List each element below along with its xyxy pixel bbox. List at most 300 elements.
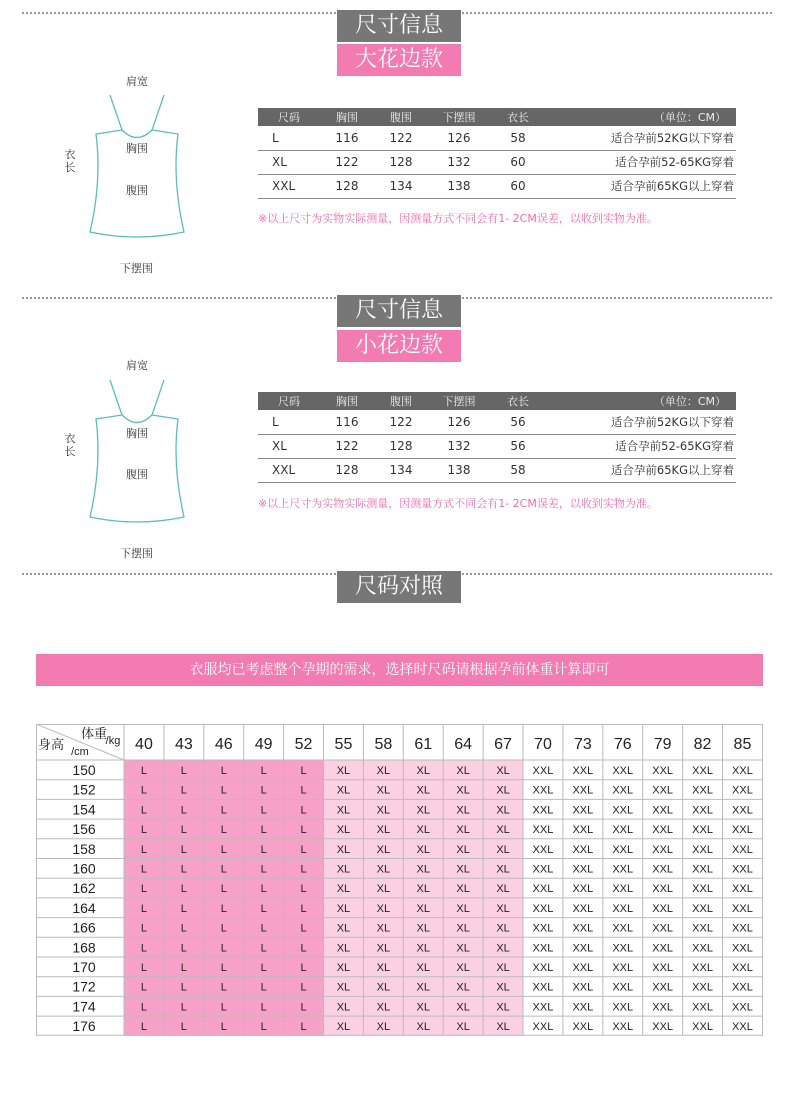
size-cell-label: L (260, 922, 267, 935)
size-cell-label: XXL (572, 804, 594, 817)
size-cell-label: L (140, 824, 148, 837)
size-cell-label: XL (376, 784, 391, 797)
weight-header: 85 (733, 736, 752, 753)
size-cell-label: XXL (572, 942, 594, 955)
section3-title: 尺码对照 (337, 571, 461, 603)
measurement-cell: 132 (428, 434, 490, 458)
measurement-cell: 122 (320, 434, 374, 458)
size-cell-label: XL (496, 922, 510, 935)
size-cell-label: L (140, 922, 148, 935)
header-cell: （单位：CM） (546, 392, 736, 410)
weight-header: 73 (573, 736, 592, 753)
height-header: 156 (72, 821, 96, 838)
size-cell-label: L (220, 981, 227, 994)
size-cell-label: XXL (692, 942, 713, 955)
fit-description-cell: 适合孕前52KG以下穿着 (546, 410, 736, 434)
size-cell-label: XXL (532, 981, 554, 994)
size-cell-label: XXL (652, 883, 674, 896)
size-cell-label: L (180, 942, 187, 955)
size-cell-label: L (180, 883, 187, 896)
size-cell-label: XL (376, 902, 391, 915)
size-cell-label: L (260, 824, 267, 837)
size-cell-label: XXL (572, 824, 594, 837)
height-header: 168 (72, 939, 96, 956)
fit-description-cell: 适合孕前52KG以下穿着 (546, 126, 736, 150)
size-cell-label: XL (416, 824, 430, 837)
size-cell-label: XL (456, 863, 470, 876)
size-cell-label: L (220, 902, 227, 915)
size-cell-label: XL (416, 981, 430, 994)
size-cell-label: L (180, 863, 187, 876)
size-cell-label: XXL (732, 843, 753, 856)
size-cell-label: L (260, 765, 267, 777)
size-cell-label: XL (456, 824, 470, 837)
size-table-row (258, 150, 736, 174)
note-text: ※以上尺寸为实物实际测量，因测量方式不同会有1- 2CM误差，以收到实物为准。 (258, 212, 658, 225)
size-cell-label: XXL (692, 1001, 713, 1014)
section1-subtitle: 大花边款 (337, 44, 461, 76)
size-cell-label: L (140, 902, 148, 915)
header-cell: 下摆围 (428, 392, 490, 410)
size-cell-label: XL (496, 1021, 510, 1034)
size-cell-label: XL (456, 922, 470, 935)
size-cell-label: XXL (692, 863, 713, 876)
section2-subtitle: 小花边款 (337, 330, 461, 362)
size-cell-label: XL (376, 843, 391, 856)
size-cell-label: XXL (652, 804, 674, 817)
size-cell-label: XL (496, 981, 510, 994)
size-cell-label: XXL (732, 863, 753, 876)
size-cell-label: XL (336, 883, 351, 896)
size-cell-label: XXL (532, 1001, 554, 1014)
size-cell-label: L (260, 1001, 267, 1014)
size-cell-label: XL (376, 942, 391, 955)
size-cell-label: XXL (732, 922, 753, 935)
size-cell-label: XL (336, 843, 351, 856)
dress-diagram-1 (82, 90, 192, 240)
height-header: 152 (72, 781, 96, 798)
size-cell-label: XXL (652, 784, 674, 797)
size-cell-label: XXL (732, 1021, 753, 1034)
header-cell: 下摆围 (428, 108, 490, 126)
size-cell-label: L (260, 843, 267, 856)
size-cell-label: XL (336, 784, 351, 797)
shoulder-label: 肩宽 (126, 359, 148, 372)
size-table-row (258, 174, 736, 198)
size-cell-label: XL (376, 981, 391, 994)
corner-weight-unit: /kg (105, 735, 121, 747)
size-cell-label: L (260, 942, 267, 955)
size-cell-label: L (300, 962, 307, 974)
size-table-row (258, 126, 736, 150)
height-header: 170 (72, 959, 96, 975)
size-cell-label: XXL (572, 883, 594, 896)
size-cell-label: XXL (732, 824, 753, 837)
fit-description-cell: 适合孕前52-65KG穿着 (546, 150, 736, 174)
size-cell-label: XL (416, 883, 430, 896)
chest-label: 胸围 (126, 427, 148, 440)
size-cell-label: XXL (572, 922, 594, 935)
size-cell-label: XL (496, 824, 510, 837)
size-cell-label: XXL (532, 962, 554, 974)
size-cell: L (258, 410, 320, 434)
size-cell-label: L (140, 804, 148, 817)
size-cell-label: XXL (652, 843, 674, 856)
size-cell-label: XL (496, 1001, 510, 1014)
size-cell-label: XL (376, 883, 391, 896)
size-cell-label: L (260, 1021, 267, 1034)
size-cell-label: L (140, 863, 148, 876)
size-cell-label: L (220, 1001, 227, 1014)
section1-title: 尺寸信息 (337, 10, 461, 42)
size-cell-label: L (180, 765, 187, 777)
size-cell-label: XL (496, 863, 510, 876)
size-table-row (258, 434, 736, 458)
header-cell: 胸围 (320, 392, 374, 410)
size-cell-label: XL (456, 883, 470, 896)
size-cell-label: L (140, 942, 148, 955)
size-cell-label: XL (376, 1001, 391, 1014)
size-cell-label: XXL (692, 765, 713, 777)
size-cell-label: XXL (692, 804, 713, 817)
height-header: 166 (72, 919, 96, 936)
corner-height-unit: /cm (71, 746, 89, 758)
measurement-cell: 60 (490, 174, 546, 198)
measurement-cell: 128 (320, 458, 374, 482)
size-cell-label: XXL (652, 962, 674, 974)
size-cell-label: L (300, 784, 307, 797)
size-cell-label: XXL (572, 962, 594, 974)
size-cell-label: L (260, 902, 267, 915)
measurement-cell: 128 (374, 434, 428, 458)
size-cell-label: XL (456, 804, 470, 817)
size-cell-label: XXL (652, 922, 674, 935)
size-cell-label: XXL (732, 765, 753, 777)
size-cell-label: XL (496, 942, 510, 955)
size-cell-label: XXL (612, 765, 634, 777)
size-cell-label: XL (496, 784, 510, 797)
measurement-cell: 58 (490, 126, 546, 150)
size-cell-label: XXL (652, 902, 674, 915)
size-cell-label: XXL (612, 883, 634, 896)
size-cell-label: XL (376, 962, 391, 974)
size-cell-label: L (140, 784, 148, 797)
size-cell-label: XL (456, 784, 470, 797)
size-cell-label: XXL (692, 784, 713, 797)
size-cell-label: XXL (732, 784, 753, 797)
size-cell-label: XL (336, 765, 351, 777)
measurement-cell: 126 (428, 410, 490, 434)
measurement-cell: 128 (374, 150, 428, 174)
size-cell-label: XL (376, 1021, 391, 1034)
size-cell-label: L (220, 863, 227, 876)
size-table-1 (258, 108, 736, 199)
size-cell-label: XXL (612, 843, 634, 856)
size-cell-label: XXL (572, 981, 594, 994)
size-cell-label: L (220, 765, 227, 777)
size-cell-label: XXL (572, 1001, 594, 1014)
size-cell-label: L (260, 962, 267, 974)
size-cell-label: XXL (612, 922, 634, 935)
waist-label: 腹围 (126, 184, 148, 197)
size-cell-label: XL (416, 942, 430, 955)
size-cell-label: XXL (612, 942, 634, 955)
size-cell-label: L (300, 922, 307, 935)
size-cell-label: L (140, 765, 148, 777)
size-cell-label: L (300, 883, 307, 896)
section2-title: 尺寸信息 (337, 295, 461, 327)
size-cell-label: L (220, 1021, 227, 1034)
size-cell-label: L (300, 765, 307, 777)
measurement-cell: 128 (320, 174, 374, 198)
size-cell-label: XXL (612, 863, 634, 876)
measurement-cell: 116 (320, 410, 374, 434)
size-cell-label: L (220, 962, 227, 974)
size-cell-label: XXL (652, 1021, 674, 1034)
header-cell: 衣长 (490, 392, 546, 410)
size-cell-label: XL (336, 962, 351, 974)
size-cell-label: XL (416, 962, 430, 974)
weight-header: 46 (214, 736, 233, 753)
size-cell-label: XXL (652, 1001, 674, 1014)
size-cell-label: XXL (652, 824, 674, 837)
header-cell: 尺码 (258, 108, 320, 126)
corner-weight-label: 体重 (80, 726, 108, 741)
fit-description-cell: 适合孕前65KG以上穿着 (546, 174, 736, 198)
hem-label: 下摆围 (120, 262, 153, 275)
size-cell-label: L (180, 1021, 187, 1034)
measurement-cell: 122 (374, 126, 428, 150)
size-cell-label: XL (336, 922, 351, 935)
size-cell-label: XXL (612, 1001, 634, 1014)
size-cell-label: XXL (692, 902, 713, 915)
size-cell-label: XXL (652, 863, 674, 876)
header-cell: 衣长 (490, 108, 546, 126)
size-cell-label: XXL (612, 962, 634, 974)
size-cell-label: XL (496, 765, 510, 777)
weight-header: 55 (334, 736, 353, 753)
size-cell-label: XXL (652, 942, 674, 955)
size-cell-label: XL (416, 902, 430, 915)
size-lookup-grid (36, 724, 763, 1036)
weight-header: 61 (414, 736, 433, 753)
height-header: 172 (72, 978, 96, 995)
size-cell-label: XXL (572, 863, 594, 876)
size-cell-label: L (180, 981, 187, 994)
size-cell-label: XL (336, 824, 351, 837)
height-header: 158 (72, 840, 96, 857)
fit-description-cell: 适合孕前65KG以上穿着 (546, 458, 736, 482)
size-cell-label: XL (456, 962, 470, 974)
size-cell-label: XL (416, 843, 430, 856)
measurement-cell: 134 (374, 174, 428, 198)
size-cell-label: L (140, 1021, 148, 1034)
hem-label: 下摆围 (120, 547, 153, 560)
size-cell-label: L (180, 922, 187, 935)
weight-header: 58 (374, 736, 393, 753)
height-header: 174 (72, 998, 96, 1015)
size-cell-label: L (180, 1001, 187, 1014)
size-cell-label: XL (416, 1021, 430, 1034)
size-cell-label: XXL (692, 824, 713, 837)
size-table-row (258, 458, 736, 482)
size-cell-label: XXL (732, 942, 753, 955)
size-cell-label: XXL (572, 843, 594, 856)
size-cell-label: XL (336, 804, 351, 817)
size-cell-label: XXL (532, 1021, 554, 1034)
height-header: 150 (72, 762, 96, 778)
size-cell: XL (258, 150, 320, 174)
size-cell-label: XXL (692, 843, 713, 856)
size-cell-label: L (180, 962, 187, 974)
note-text: ※以上尺寸为实物实际测量，因测量方式不同会有1- 2CM误差，以收到实物为准。 (258, 497, 658, 510)
weight-header: 76 (613, 736, 632, 753)
size-cell-label: XL (456, 1001, 470, 1014)
size-cell: L (258, 126, 320, 150)
size-cell-label: L (300, 942, 307, 955)
weight-header: 43 (174, 736, 193, 753)
header-cell: 腹围 (374, 392, 428, 410)
size-cell-label: L (300, 1001, 307, 1014)
size-cell-label: XXL (572, 1021, 594, 1034)
size-cell-label: XL (456, 942, 470, 955)
size-cell-label: XXL (572, 765, 594, 777)
size-cell-label: L (300, 843, 307, 856)
size-cell-label: L (220, 922, 227, 935)
size-table-row (258, 410, 736, 434)
size-cell-label: L (260, 863, 267, 876)
size-table-header (258, 392, 736, 410)
measurement-cell: 138 (428, 458, 490, 482)
size-cell-label: XXL (532, 922, 554, 935)
height-header: 154 (72, 801, 96, 818)
size-cell-label: XL (456, 981, 470, 994)
size-cell-label: XL (456, 765, 470, 777)
size-cell-label: XXL (532, 765, 554, 777)
weight-header: 49 (254, 736, 273, 753)
measurement-cell: 116 (320, 126, 374, 150)
length-label: 衣长 (64, 148, 76, 174)
size-cell-label: XXL (692, 883, 713, 896)
header-cell: 胸围 (320, 108, 374, 126)
chest-label: 胸围 (126, 142, 148, 155)
size-cell-label: XXL (732, 804, 753, 817)
size-cell-label: L (140, 981, 148, 994)
size-cell-label: L (300, 863, 307, 876)
size-cell-label: L (260, 804, 267, 817)
size-cell-label: L (260, 784, 267, 797)
size-cell-label: XXL (572, 784, 594, 797)
measurement-cell: 132 (428, 150, 490, 174)
waist-label: 腹围 (126, 468, 148, 481)
size-cell-label: XXL (692, 981, 713, 994)
measurement-cell: 122 (320, 150, 374, 174)
size-cell-label: L (180, 784, 187, 797)
size-cell-label: XL (376, 863, 391, 876)
size-cell-label: XXL (732, 962, 753, 974)
size-cell-label: XL (496, 902, 510, 915)
header-cell: 腹围 (374, 108, 428, 126)
size-table-2 (258, 392, 736, 483)
size-cell-label: XL (456, 902, 470, 915)
measurement-cell: 138 (428, 174, 490, 198)
size-cell-label: L (220, 784, 227, 797)
size-cell-label: XXL (572, 902, 594, 915)
measurement-cell: 60 (490, 150, 546, 174)
size-cell-label: XL (336, 942, 351, 955)
size-cell-label: L (180, 902, 187, 915)
height-header: 162 (72, 880, 96, 897)
corner-height-label: 身高 (37, 737, 65, 752)
size-cell-label: L (220, 883, 227, 896)
size-cell-label: XXL (692, 1021, 713, 1034)
size-cell-label: XL (416, 784, 430, 797)
header-cell: 尺码 (258, 392, 320, 410)
size-cell-label: L (140, 883, 148, 896)
height-header: 164 (72, 899, 96, 916)
size-cell-label: XXL (692, 922, 713, 935)
size-cell-label: XL (416, 765, 430, 777)
size-cell-label: XXL (532, 804, 554, 817)
size-cell-label: L (220, 942, 227, 955)
weight-header: 67 (494, 736, 512, 753)
measurement-cell: 56 (490, 434, 546, 458)
size-cell-label: XL (376, 922, 391, 935)
size-table-header (258, 108, 736, 126)
size-cell-label: XXL (692, 962, 713, 974)
size-cell-label: XL (336, 1001, 351, 1014)
size-cell: XXL (258, 458, 320, 482)
size-cell-label: L (300, 804, 307, 817)
size-cell-label: L (180, 824, 187, 837)
size-cell-label: XL (496, 843, 510, 856)
shoulder-label: 肩宽 (126, 75, 148, 88)
weight-header: 52 (294, 736, 313, 753)
size-cell-label: XXL (732, 883, 753, 896)
size-cell-label: L (300, 824, 307, 837)
size-cell-label: XXL (612, 804, 634, 817)
size-cell-label: XXL (532, 843, 554, 856)
size-cell-label: L (140, 1001, 148, 1014)
size-cell-label: XL (416, 804, 430, 817)
size-cell-label: XL (496, 883, 510, 896)
size-cell-label: L (220, 804, 227, 817)
size-cell-label: XL (496, 962, 510, 974)
weight-header: 82 (693, 736, 712, 753)
size-cell-label: L (300, 981, 307, 994)
size-cell-label: XL (376, 765, 391, 777)
weight-header: 40 (135, 736, 153, 753)
height-header: 160 (72, 860, 96, 877)
size-cell-label: XXL (732, 981, 753, 994)
size-cell-label: XXL (532, 863, 554, 876)
size-cell-label: XXL (612, 824, 634, 837)
size-cell-label: XXL (652, 981, 674, 994)
size-cell-label: XL (416, 863, 430, 876)
size-cell-label: XXL (652, 765, 674, 777)
measurement-cell: 122 (374, 410, 428, 434)
size-cell-label: L (140, 962, 148, 974)
dress-diagram-2 (82, 375, 192, 525)
size-cell-label: XXL (612, 902, 634, 915)
size-cell-label: L (180, 843, 187, 856)
size-cell-label: XL (416, 922, 430, 935)
size-cell-label: L (220, 824, 227, 837)
measurement-cell: 58 (490, 458, 546, 482)
size-cell-label: XL (456, 843, 470, 856)
size-cell-label: XL (336, 1021, 351, 1034)
size-cell-label: L (140, 843, 148, 856)
